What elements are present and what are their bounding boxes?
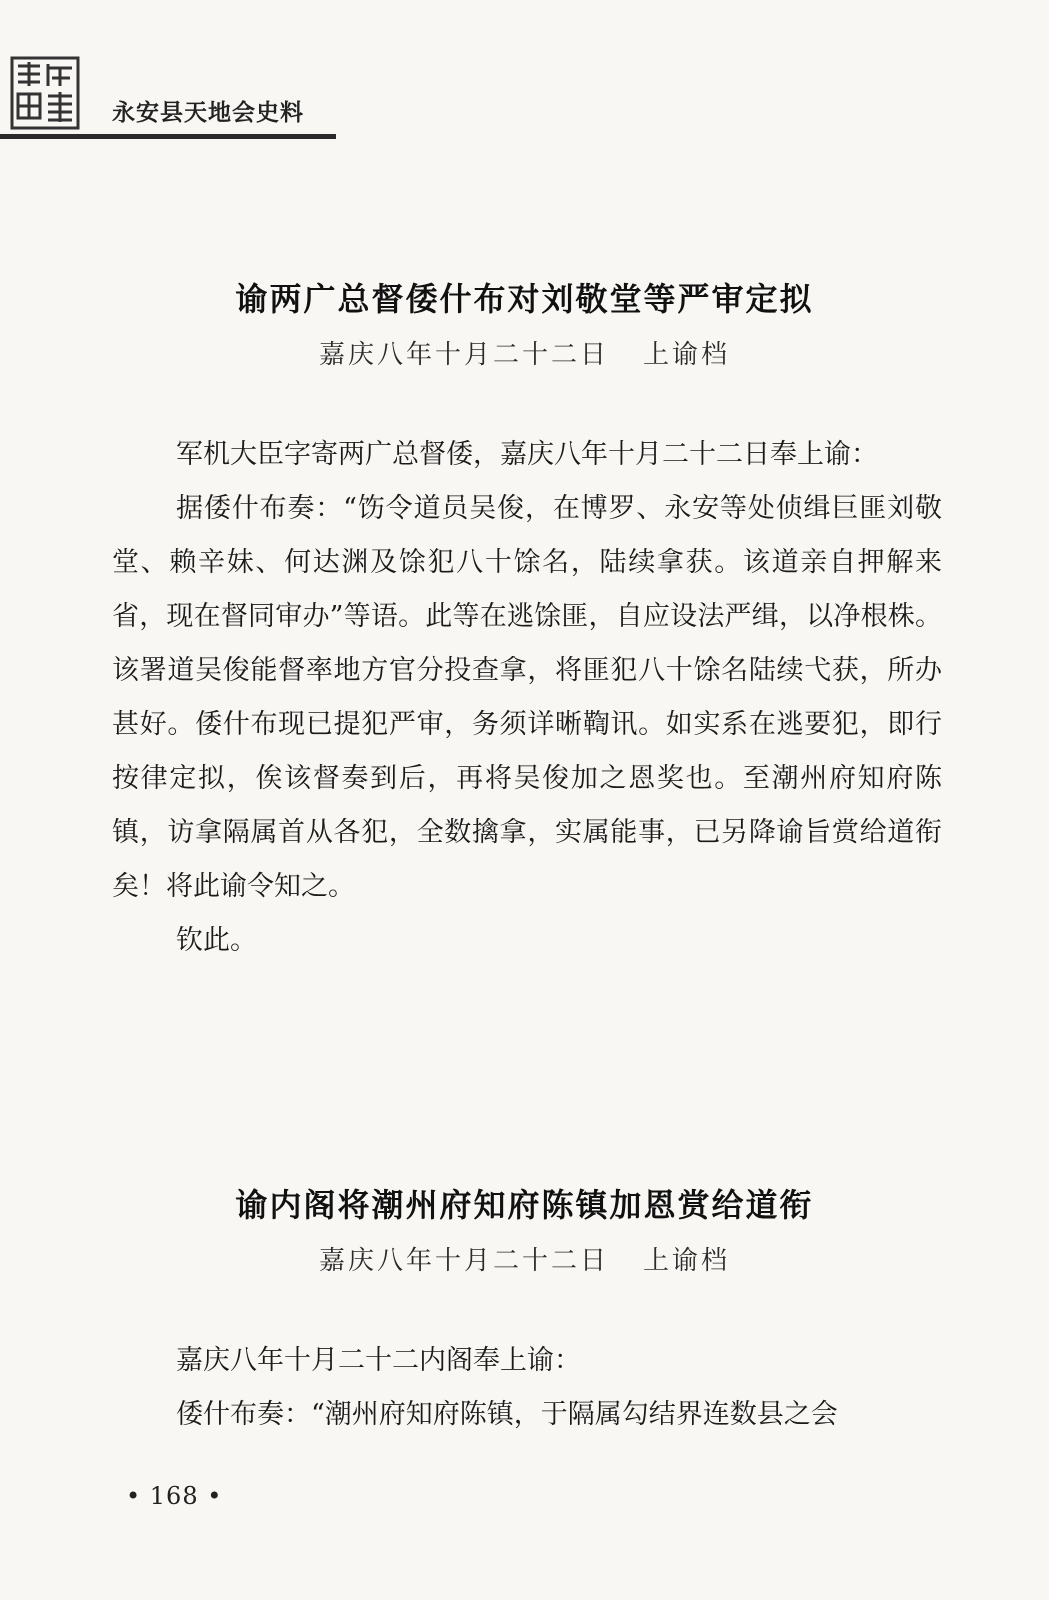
section-date-line [0, 334, 1049, 371]
section-title: 谕内阁将潮州府知府陈镇加恩赏给道衔 [235, 1186, 814, 1224]
section-body [112, 428, 942, 968]
section-body [112, 1334, 942, 1442]
book-title: 永安县天地会史料 [112, 100, 304, 126]
section-title: 谕两广总督倭什布对刘敬堂等严审定拟 [235, 280, 814, 318]
running-header [0, 52, 340, 142]
section-date-line [0, 1240, 1049, 1277]
section-date: 嘉庆八年十月二十二日 [318, 340, 609, 370]
paragraph: 军机大臣字寄两广总督倭，嘉庆八年十月二十二日奉上谕： [176, 439, 878, 470]
paragraph: 据倭什布奏：“饬令道员吴俊，在博罗、永安等处侦缉巨匪刘敬堂、赖辛妹、何达渊及馀犯八十馀名，陆续拿获。该道亲自押解来省，现在督同审办”等语。此等在逃馀匪，自应设法严缉，以净根株。该署道吴俊能督率地方官分投查拿，将匪犯八十馀名陆续弋获，所办甚好。倭什布现已提犯严审，务须详晰鞫讯。如实系在逃要犯，即行按律定拟，俟该督奏到后，再将吴俊加之恩奖也。至潮州府知府陈镇，访拿隔属首从各犯，全数擒拿，实属能事，已另降谕旨赏给道衔矣！将此谕令知之。 [112, 493, 942, 902]
paragraph: 钦此。 [176, 925, 257, 956]
seal-stamp-icon [10, 56, 80, 130]
page-number: • 168 • [126, 1482, 223, 1510]
paragraph: 倭什布奏：“潮州府知府陈镇，于隔属勾结界连数县之会 [176, 1399, 838, 1430]
header-rule [0, 134, 336, 139]
section-date: 嘉庆八年十月二十二日 [318, 1246, 609, 1276]
section-source: 上谕档 [643, 340, 731, 370]
paragraph: 嘉庆八年十月二十二内阁奉上谕： [176, 1345, 581, 1376]
section-source: 上谕档 [643, 1246, 731, 1276]
